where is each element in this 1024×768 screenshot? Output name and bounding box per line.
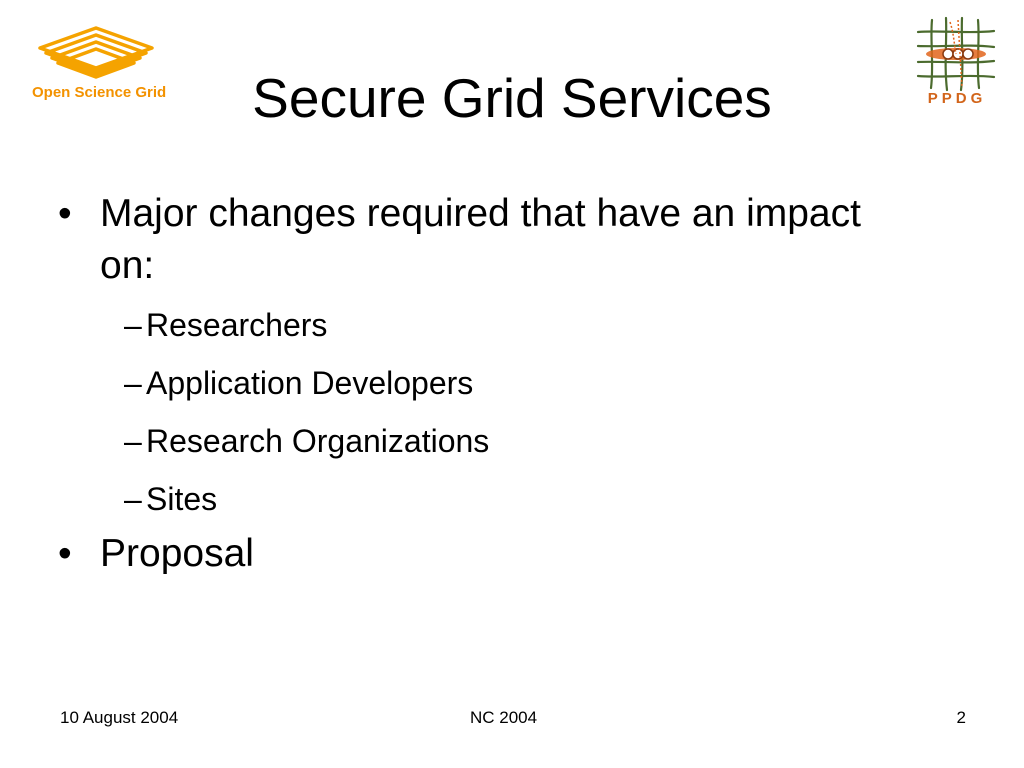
stacked-diamonds-icon [30,24,162,86]
sub-bullet-marker: – [124,365,142,401]
sub-bullet-text: Researchers [146,307,328,343]
bullet-list [58,188,938,580]
grid-mesh-icon [914,14,998,92]
bullet-text: Proposal [100,532,254,575]
ppdg-logo [910,14,1002,114]
sub-bullet-item [100,412,920,470]
footer-date: 10 August 2004 [60,708,179,727]
slide-title: Secure Grid Services [252,67,772,129]
bullet-item [58,188,920,528]
open-science-grid-wordmark: Open Science Grid [32,84,167,101]
footer-page-number: 2 [956,708,966,727]
sub-bullet-text: Application Developers [146,365,474,401]
sub-bullet-item [100,354,920,412]
sub-bullet-marker: – [124,307,142,343]
sub-bullet-marker: – [124,423,142,459]
ppdg-wordmark: PPDG [927,90,987,107]
sub-bullet-item [100,296,920,354]
footer-event: NC 2004 [470,708,538,727]
sub-bullet-item [100,470,920,528]
bullet-marker: • [58,532,72,575]
sub-bullet-list [100,296,920,528]
bullet-marker: • [58,192,72,235]
sub-bullet-text: Research Organizations [146,423,490,459]
bullet-text: Major changes required that have an impact on: [100,192,861,287]
sub-bullet-text: Sites [146,481,218,517]
sub-bullet-marker: – [124,481,142,517]
bullet-item [58,528,938,580]
